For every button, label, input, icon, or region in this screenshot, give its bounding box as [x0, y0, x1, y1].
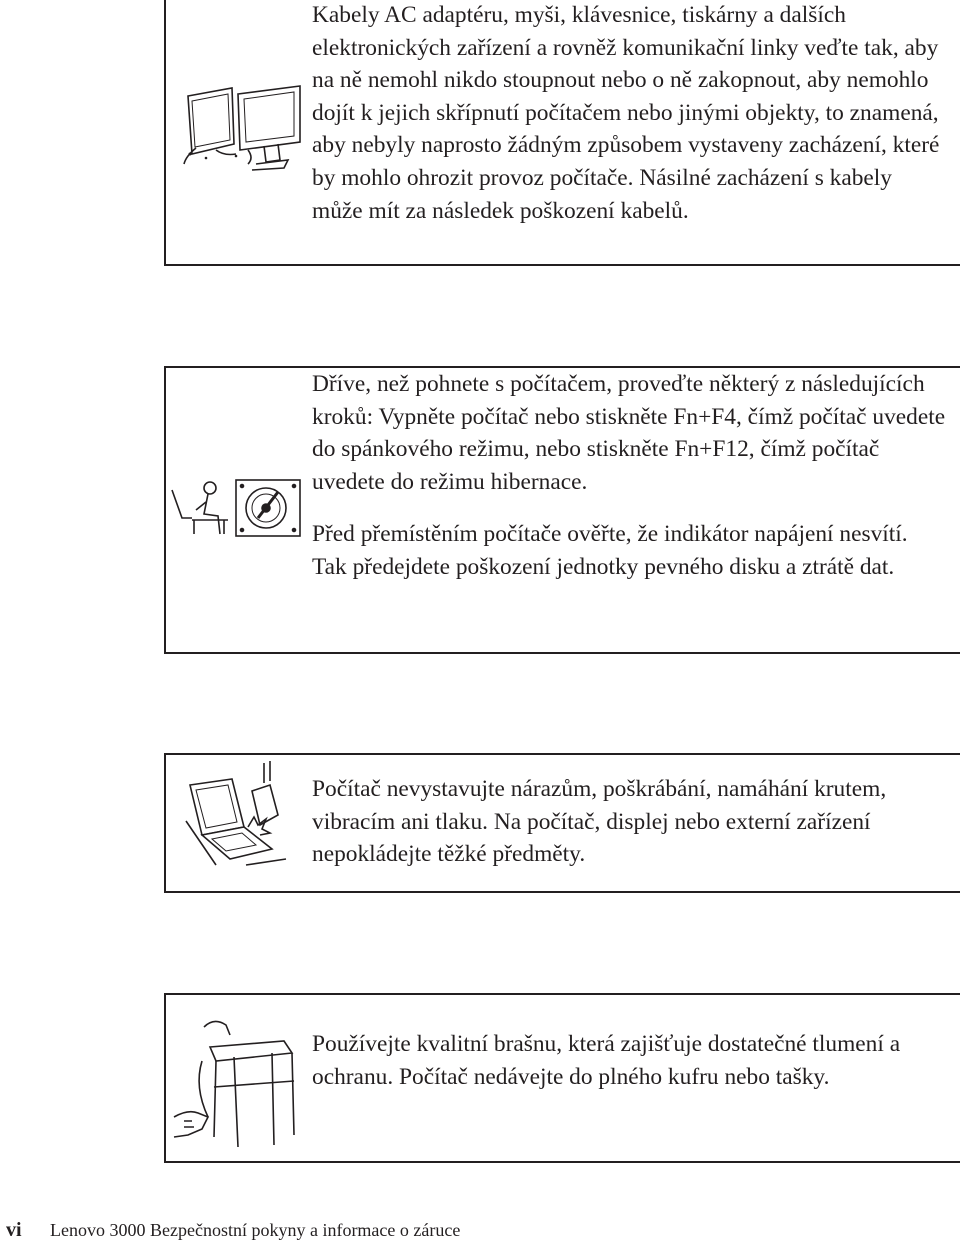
notice-paragraph: Před přemístěním počítače ověřte, že indikátor napájení nesvítí. Tak předejdete poškození jednotky pevného disku a ztrátě dat. [312, 521, 908, 580]
notice-text [312, 0, 946, 227]
notice-moving [164, 366, 960, 654]
notice-text [312, 773, 946, 871]
notice-impacts [164, 753, 960, 893]
notice-paragraph: Používejte kvalitní brašnu, která zajišťuje dostatečné tlumení a ochranu. Počítač nedávejte do plného kufru nebo tašky. [312, 1031, 901, 1090]
hard-disk-person-icon [170, 476, 304, 540]
carrying-bag-icon [174, 1017, 302, 1157]
notice-text [312, 1028, 946, 1093]
footer-title: Lenovo 3000 Bezpečnostní pokyny a informace o záruce [50, 1220, 461, 1240]
notice-paragraph: Kabely AC adaptéru, myši, klávesnice, tiskárny a dalších elektronických zařízení a rovněž komunikační linky veďte tak, aby na ně nemohl nikdo stoupnout nebo o ně zakopnout, aby nemohlo dojít k jejich skřípnutí počítačem nebo jinými objekty, to znamená, aby nebyly naprosto žádným způsobem vystaveny zacházení, které by mohlo ohrozit provoz počítače. Násilné zacházení s kabely může mít za následek poškození kabelů. [312, 2, 940, 224]
notice-paragraph: Počítač nevystavujte nárazům, poškrábání, namáhání krutem, vibracím ani tlaku. Na počítač, displej nebo externí zařízení nepokládejte těžké předměty. [312, 776, 887, 868]
monitor-cables-icon [176, 84, 304, 170]
notice-text [312, 368, 946, 584]
notice-bag [164, 993, 960, 1163]
laptop-impact-icon [186, 761, 298, 869]
notice-paragraph: Dříve, než pohnete s počítačem, proveďte některý z následujících kroků: Vypněte počítač nebo stiskněte Fn+F4, čímž počítač uvedete do spánkového režimu, nebo stiskněte Fn+F12, čímž počítač uvedete do režimu hibernace. [312, 371, 946, 495]
page-footer [0, 1218, 960, 1243]
page-number: vi [6, 1219, 22, 1241]
notice-cables [164, 0, 960, 266]
